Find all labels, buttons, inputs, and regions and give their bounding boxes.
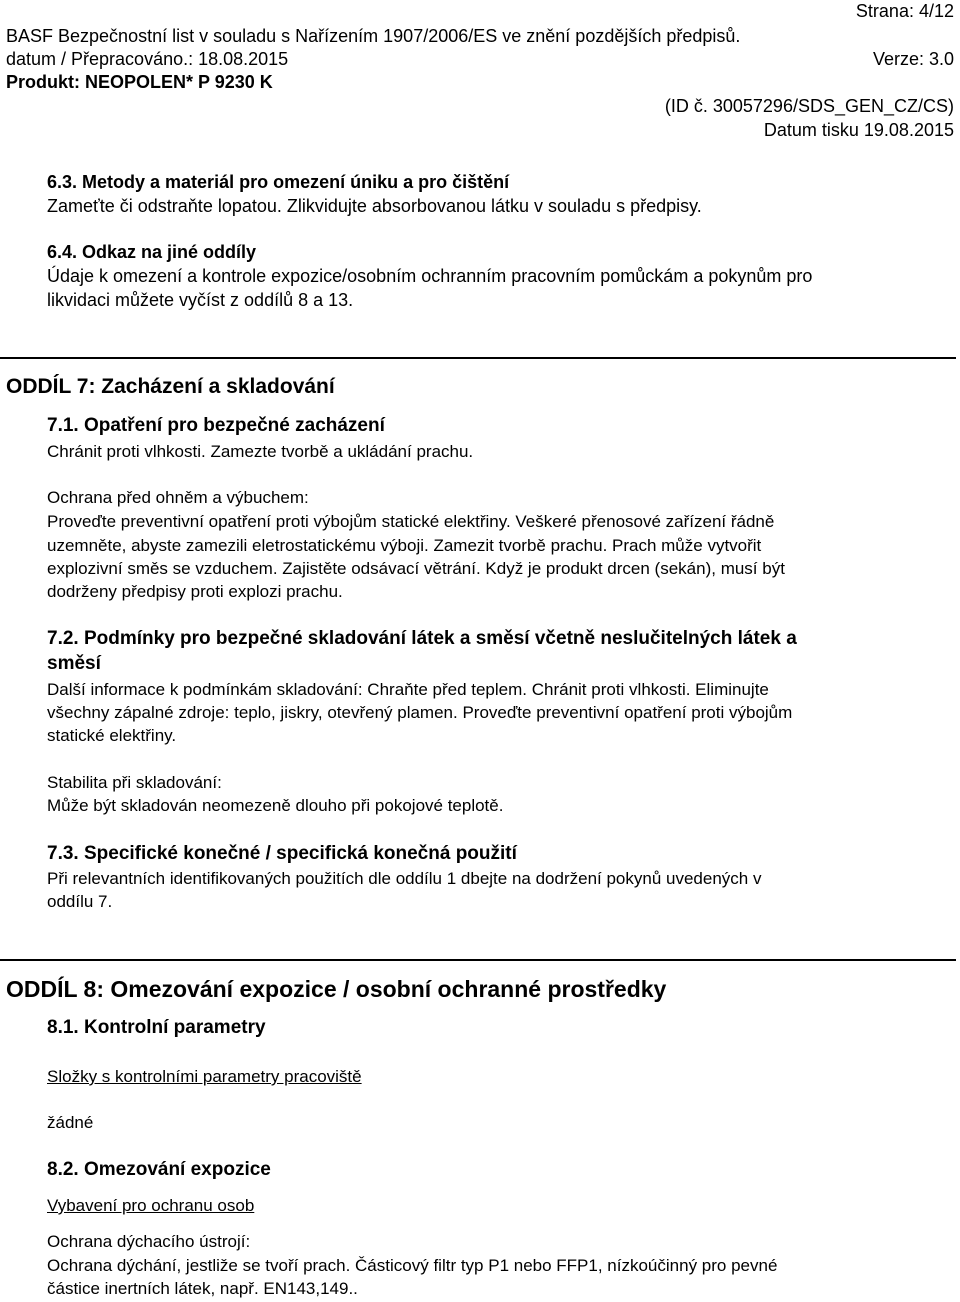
components-label: Složky s kontrolními parametry pracoviště: [47, 1067, 362, 1086]
fire-protection-line: Proveďte preventivní opatření proti výbojům statické elektřiny. Veškeré přenosové zařízení řádně: [47, 512, 775, 531]
section-7-1-text: Chránit proti vlhkosti. Zamezte tvorbě a ukládání prachu.: [47, 442, 474, 461]
header-id: (ID č. 30057296/SDS_GEN_CZ/CS): [664, 96, 954, 116]
storage-info-line: statické elektřiny.: [47, 726, 177, 745]
section-6-3-heading: 6.3. Metody a materiál pro omezení úniku a pro čištění: [47, 172, 510, 192]
respiratory-line1: Ochrana dýchání, jestliže se tvoří prach. Částicový filtr typ P1 nebo FFP1, nízkoúčinný pro pevné: [47, 1256, 778, 1275]
section-6-3-text: Zameťte či odstraňte lopatou. Zlikvidujte absorbovanou látku v souladu s předpisy.: [47, 196, 702, 216]
header-version: Verze: 3.0: [872, 49, 954, 69]
fire-protection-line: dodrženy předpisy proti explozi prachu.: [47, 582, 343, 601]
components-none: žádné: [47, 1113, 94, 1132]
storage-stability-label: Stabilita při skladování:: [47, 773, 222, 792]
section-7-title: ODDÍL 7: Zacházení a skladování: [6, 375, 335, 398]
section-7-3-heading: 7.3. Specifické konečné / specifická konečná použití: [47, 843, 517, 864]
section-8-2-heading: 8.2. Omezování expozice: [47, 1159, 271, 1180]
ppe-label: Vybavení pro ochranu osob: [47, 1196, 255, 1215]
section-8-1-heading: 8.1. Kontrolní parametry: [47, 1017, 266, 1038]
section-8-title: ODDÍL 8: Omezování expozice / osobní ochranné prostředky: [6, 976, 667, 1002]
storage-info-line: všechny zápalné zdroje: teplo, jiskry, otevřený plamen. Proveďte preventivní opatření proti výbojům: [47, 703, 793, 722]
section-7-1-heading: 7.1. Opatření pro bezpečné zacházení: [47, 415, 385, 436]
header-title: BASF Bezpečnostní list v souladu s Nařízením 1907/2006/ES ve znění pozdějších předpisů.: [6, 26, 741, 46]
section-6-4-heading: 6.4. Odkaz na jiné oddíly: [47, 242, 257, 262]
header-print-date: Datum tisku 19.08.2015: [763, 120, 954, 140]
header-product: Produkt: NEOPOLEN* P 9230 K: [6, 72, 273, 92]
section-7-3-line2: oddílu 7.: [47, 892, 113, 911]
section-divider: [0, 959, 956, 961]
section-7-2-heading: 7.2. Podmínky pro bezpečné skladování látek a směsí včetně neslučitelných látek a: [47, 628, 797, 649]
fire-protection-line: explozivní směs se vzduchem. Zajistěte odsávací větrání. Když je produkt drcen (sekán), musí být: [47, 559, 785, 578]
section-7-2-heading-cont: směsí: [47, 653, 101, 674]
section-6-4-line2: likvidaci můžete vyčíst z oddílů 8 a 13.: [47, 290, 354, 310]
page-number: Strana: 4/12: [855, 1, 954, 21]
section-6-4-line1: Údaje k omezení a kontrole expozice/osobním ochranním pracovním pomůckám a pokynům pro: [47, 266, 813, 286]
fire-protection-line: uzemněte, abyste zamezili eletrostatickému výboji. Zamezit tvorbě prachu. Prach může vytvořit: [47, 536, 762, 555]
respiratory-label: Ochrana dýchacího ústrojí:: [47, 1232, 251, 1251]
storage-info-line: Další informace k podmínkám skladování: Chraňte před teplem. Chránit proti vlhkosti. Eliminujte: [47, 680, 769, 699]
fire-protection-label: Ochrana před ohněm a výbuchem:: [47, 488, 309, 507]
section-divider: [0, 357, 956, 359]
header-revision-date: datum / Přepracováno.: 18.08.2015: [6, 49, 289, 69]
storage-stability-text: Může být skladován neomezeně dlouho při pokojové teplotě.: [47, 796, 504, 815]
section-7-3-line1: Při relevantních identifikovaných použitích dle oddílu 1 dbejte na dodržení pokynů uvedených v: [47, 869, 762, 888]
respiratory-line2: částice inertních látek, např. EN143,149..: [47, 1279, 358, 1298]
